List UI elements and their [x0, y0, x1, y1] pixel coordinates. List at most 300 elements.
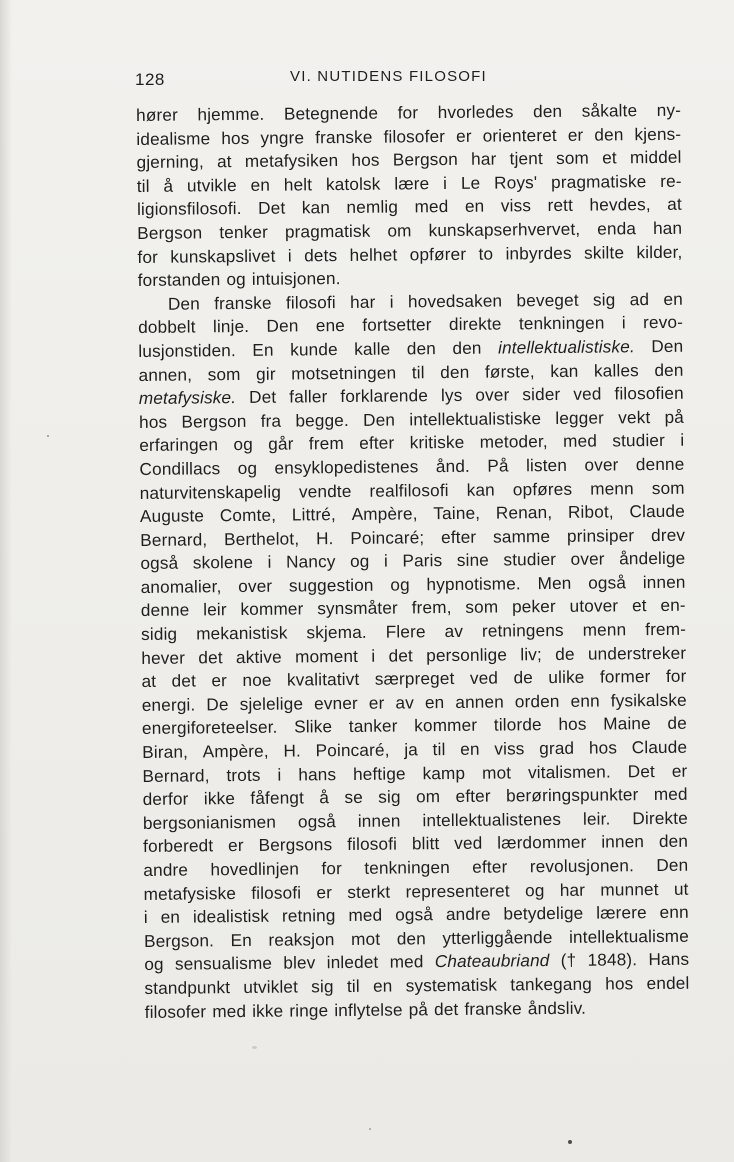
- word: leir: [203, 599, 227, 620]
- word: også: [140, 552, 179, 574]
- word: to: [478, 243, 494, 264]
- word: tjent: [509, 148, 543, 169]
- word: for: [137, 246, 159, 267]
- paper-speck: [568, 1140, 572, 1144]
- word: erfaringen: [139, 434, 219, 456]
- word: skilte: [583, 241, 625, 263]
- word: pragmatiske: [551, 170, 647, 192]
- word: innen: [357, 810, 401, 831]
- word: derfor: [142, 788, 189, 810]
- word: Ampère,: [202, 740, 269, 762]
- word: viss: [494, 738, 525, 759]
- word: sig: [378, 786, 401, 807]
- word: kilder,: [636, 241, 683, 262]
- word: intellektualistenes: [422, 808, 562, 831]
- word: annen,: [138, 364, 193, 385]
- word: sterkt: [347, 881, 391, 902]
- word: hos: [221, 127, 250, 148]
- word: fra: [260, 410, 282, 431]
- word: dets: [304, 244, 338, 265]
- word: i: [443, 172, 448, 193]
- word: filosofi: [251, 882, 302, 903]
- word: evner: [314, 692, 358, 714]
- word: også: [588, 572, 627, 593]
- word: filosofer: [144, 1000, 207, 1022]
- word: kvalitativt: [286, 669, 360, 690]
- word: på: [408, 998, 429, 1019]
- word: På: [487, 455, 509, 476]
- running-head: VI. NUTIDENS FILOSOFI: [290, 68, 487, 85]
- word: systematisk: [405, 974, 498, 996]
- word: metafysiske: [143, 882, 237, 904]
- word: Men: [537, 572, 572, 594]
- word: gjerning,: [136, 151, 204, 173]
- word: reaksjon: [268, 928, 335, 950]
- word: vendte: [298, 480, 352, 501]
- word: Auguste: [139, 505, 205, 527]
- word: og: [237, 457, 258, 478]
- word: ut: [673, 878, 689, 899]
- word: av: [395, 692, 415, 713]
- word: fåfengt: [250, 787, 305, 809]
- word: filosofer: [383, 125, 446, 147]
- word: hjemme.: [197, 103, 265, 125]
- word: også: [395, 904, 434, 925]
- word: også: [297, 810, 336, 832]
- word: hos: [138, 411, 168, 432]
- word: for: [397, 102, 419, 123]
- word: revo-: [643, 312, 684, 333]
- word: hvorledes: [437, 101, 514, 123]
- word: filosofien: [614, 382, 684, 404]
- word: Nancy: [285, 551, 336, 572]
- word: lusjonstiden.: [138, 339, 236, 361]
- word: Ribot,: [567, 501, 614, 522]
- word: forstanden: [137, 269, 221, 291]
- paper-speck: [252, 1046, 257, 1049]
- word: hovedlinjen: [210, 858, 300, 880]
- word: over: [584, 454, 619, 475]
- word: energi.: [141, 694, 196, 715]
- word: denne: [140, 599, 190, 621]
- word: faller: [289, 386, 328, 407]
- word: studier: [612, 430, 666, 451]
- paper-speck: [47, 435, 49, 437]
- word: sig: [592, 289, 616, 310]
- word: Hans: [648, 949, 690, 970]
- word: dobbelt: [138, 316, 196, 338]
- word: tenker: [219, 221, 269, 243]
- word: skolene: [192, 552, 254, 573]
- word: inbyrdes: [505, 242, 572, 264]
- word: det: [198, 646, 223, 668]
- word: listen: [525, 454, 568, 476]
- word: Ampère,: [351, 503, 418, 525]
- word: En: [252, 339, 274, 360]
- page-number: 128: [135, 70, 165, 89]
- word: har: [559, 879, 586, 900]
- word: frem: [308, 433, 344, 454]
- word: hypnotisme.: [426, 573, 521, 595]
- word: såkalte: [581, 100, 638, 121]
- word: Claude: [631, 736, 688, 758]
- word: utvikle: [186, 174, 237, 196]
- word: forklarende: [340, 385, 429, 407]
- word: det: [433, 998, 459, 1019]
- word: tenkningen: [364, 857, 450, 878]
- word: med: [348, 904, 383, 926]
- word: å: [319, 787, 330, 808]
- word: lys: [440, 385, 463, 406]
- word: hans: [298, 763, 337, 785]
- word: innen: [642, 571, 686, 593]
- word: er: [316, 881, 333, 902]
- word: (†: [560, 950, 577, 971]
- word: et: [602, 147, 617, 168]
- word: Slike: [294, 716, 333, 737]
- word: synsmåter: [317, 597, 398, 619]
- word: viss: [500, 195, 532, 216]
- word: ligionsfilosofi.: [136, 198, 242, 220]
- word: fortsetter: [362, 314, 432, 336]
- word: den: [406, 338, 437, 359]
- word: i: [680, 430, 685, 451]
- word: kritiske: [409, 432, 465, 453]
- word: åndsliv.: [527, 997, 587, 1018]
- word: annen: [455, 691, 504, 712]
- word: har: [470, 148, 497, 169]
- word: i: [143, 907, 148, 928]
- word: peker: [511, 596, 556, 617]
- word: revolusjonen.: [529, 855, 635, 877]
- word: er: [228, 835, 244, 856]
- word: intellektualisme: [568, 925, 690, 947]
- word: ånd.: [435, 455, 471, 477]
- word: kan: [301, 197, 331, 218]
- word: trots: [226, 764, 261, 785]
- word: leir.: [582, 808, 611, 829]
- word: som: [651, 477, 685, 498]
- word: innen: [601, 831, 645, 852]
- word: Bergson.: [143, 930, 215, 951]
- word: kalles: [593, 359, 639, 381]
- word: den: [532, 100, 563, 122]
- word: ulike: [548, 666, 585, 688]
- word: med: [212, 1000, 247, 1021]
- word: Littré,: [291, 504, 336, 525]
- word: efter: [472, 856, 508, 877]
- word: har: [350, 291, 376, 312]
- word: menn: [590, 477, 634, 499]
- word: liv;: [520, 643, 543, 664]
- word: sjelelige: [239, 693, 304, 714]
- word: den: [594, 123, 624, 145]
- word: yngre: [260, 126, 305, 148]
- word: Biran,: [142, 741, 189, 763]
- word: en: [424, 691, 445, 713]
- word: og: [390, 574, 410, 595]
- word: andre: [445, 903, 491, 925]
- word: på: [664, 406, 685, 427]
- word: Det: [249, 386, 277, 408]
- word: direkte: [448, 313, 502, 335]
- word: at: [141, 671, 157, 692]
- word: moment: [294, 645, 359, 667]
- word: mot: [351, 928, 381, 949]
- word: for: [321, 858, 343, 879]
- word: lærdommer: [497, 832, 587, 853]
- word: er: [211, 670, 228, 691]
- word: menn: [582, 619, 627, 640]
- word: Maine: [603, 713, 651, 734]
- word: begge.: [295, 409, 349, 431]
- word: filosofi: [347, 833, 398, 855]
- word: En: [230, 929, 252, 950]
- word: enn: [570, 690, 600, 711]
- word: Bergson: [181, 410, 247, 432]
- word: suggestion: [288, 574, 374, 596]
- word: kommer: [414, 715, 478, 736]
- word: mot: [481, 762, 512, 783]
- word: beveget: [516, 289, 579, 311]
- word: naturvitenskapelig: [139, 481, 282, 503]
- word: Taine,: [433, 502, 481, 524]
- word: sidig: [140, 623, 178, 645]
- word: han: [652, 217, 683, 239]
- word: vitalismen.: [527, 761, 611, 782]
- word: hos: [588, 737, 618, 758]
- body-text: [136, 99, 690, 1024]
- word: samme: [492, 525, 551, 547]
- word: opfører: [409, 243, 467, 264]
- word: frem,: [411, 597, 452, 618]
- word: middel: [629, 146, 682, 168]
- word: 1848).: [587, 949, 638, 971]
- word: i: [267, 552, 272, 573]
- word: fysikalske: [610, 689, 687, 711]
- word: ikke: [203, 788, 236, 809]
- word: orden: [514, 690, 560, 712]
- word: kan: [466, 479, 495, 500]
- word: sensualisme: [174, 953, 273, 975]
- word: over: [475, 384, 510, 405]
- word: ved: [454, 833, 483, 854]
- word: Den: [266, 315, 299, 337]
- word: de: [555, 643, 575, 664]
- word: er: [368, 692, 385, 713]
- word: denne: [635, 453, 685, 475]
- word: intellektualistiske.: [497, 336, 635, 358]
- word: inledet: [326, 952, 379, 973]
- word: aktive: [235, 646, 282, 667]
- word: kan: [550, 360, 579, 381]
- word: linje.: [212, 316, 250, 337]
- word: en: [250, 174, 271, 195]
- word: den: [658, 831, 689, 852]
- word: det: [388, 645, 414, 666]
- word: første,: [484, 360, 535, 382]
- word: efter: [359, 432, 395, 454]
- word: pragmatisk: [284, 220, 371, 242]
- word: realfilosofi: [369, 479, 449, 501]
- word: Den: [167, 293, 200, 314]
- word: Flere: [385, 621, 426, 642]
- word: Poincaré;: [350, 526, 425, 548]
- word: ved: [573, 383, 602, 404]
- word: kjens-: [634, 123, 682, 144]
- word: kommer: [240, 598, 304, 620]
- word: og: [349, 551, 370, 572]
- word: kamp: [422, 762, 466, 783]
- word: Direkte: [632, 807, 688, 829]
- word: tenkningen: [518, 312, 605, 334]
- paper-speck: [369, 1128, 371, 1130]
- word: forberedt: [143, 835, 214, 857]
- word: de: [667, 713, 687, 734]
- word: hever: [141, 647, 186, 668]
- word: intuisjonen.: [251, 268, 341, 290]
- word: Chateaubriand: [434, 950, 550, 972]
- word: idealisme: [136, 127, 211, 149]
- word: retning: [281, 905, 336, 926]
- word: standpunkt: [144, 977, 231, 998]
- word: drev: [650, 524, 686, 545]
- word: studier: [503, 549, 557, 570]
- word: metafysiken: [244, 150, 339, 172]
- word: og: [226, 269, 246, 290]
- word: og: [233, 434, 254, 455]
- word: særpreget: [374, 668, 455, 689]
- word: efter: [440, 526, 477, 547]
- word: ringe: [289, 999, 329, 1021]
- word: kunskapserhvervet,: [428, 218, 581, 241]
- word: i: [287, 245, 292, 266]
- word: sine: [456, 549, 490, 571]
- word: efter: [455, 785, 491, 807]
- word: personlige: [426, 644, 508, 665]
- word: ikke: [252, 1000, 284, 1021]
- word: Det: [627, 760, 656, 781]
- word: franske: [464, 997, 522, 1019]
- word: for: [665, 665, 687, 687]
- word: hos: [351, 149, 380, 171]
- word: er: [567, 124, 584, 145]
- word: med: [389, 951, 424, 972]
- word: kunskapslivet: [170, 245, 276, 267]
- word: og: [524, 879, 545, 900]
- word: utviklet: [243, 976, 299, 997]
- word: Bergson: [392, 149, 458, 170]
- word: metoder,: [479, 431, 548, 453]
- word: H.: [315, 527, 334, 548]
- word: sider: [522, 384, 561, 405]
- word: Bergson: [137, 222, 203, 243]
- word: å: [163, 175, 174, 196]
- word: andre: [143, 859, 189, 880]
- word: med: [653, 783, 688, 805]
- word: hos: [558, 714, 587, 735]
- word: anomalier,: [140, 576, 222, 597]
- word: Det: [258, 197, 286, 219]
- word: lære: [394, 172, 430, 194]
- word: se: [344, 787, 363, 808]
- word: en: [663, 288, 683, 309]
- word: ved: [469, 667, 499, 689]
- word: idealistisk: [192, 905, 270, 927]
- word: ny-: [656, 99, 682, 121]
- word: former: [599, 666, 651, 687]
- word: at: [216, 151, 232, 172]
- word: kunde: [290, 339, 338, 360]
- word: rett: [547, 195, 574, 216]
- word: Paris: [402, 550, 443, 571]
- word: Den: [651, 335, 684, 357]
- word: Roys': [494, 171, 538, 193]
- word: mekanistisk: [196, 622, 288, 644]
- word: den: [440, 361, 470, 382]
- word: grad: [539, 737, 575, 759]
- word: ensyklopedistenes: [274, 456, 419, 478]
- page-gutter-shadow: [0, 0, 12, 1162]
- word: en: [460, 738, 480, 759]
- word: noe: [242, 669, 272, 691]
- word: Berthelot,: [224, 528, 300, 549]
- word: hevdes,: [589, 194, 651, 216]
- word: tanker: [348, 715, 398, 737]
- word: nemlig: [346, 196, 399, 218]
- word: endel: [646, 972, 690, 994]
- word: prinsiper: [566, 524, 635, 546]
- word: betydelige: [503, 902, 584, 924]
- word: helt: [283, 174, 313, 195]
- word: retningens: [481, 619, 564, 641]
- word: den: [396, 928, 426, 949]
- word: munnet: [600, 878, 659, 900]
- word: med: [414, 196, 449, 217]
- word: og: [144, 954, 164, 975]
- word: som: [207, 363, 241, 384]
- word: Bernard,: [142, 764, 210, 786]
- word: kalle: [354, 338, 391, 359]
- word: skjema.: [306, 621, 367, 643]
- word: berøringspunkter: [505, 784, 639, 806]
- word: ja: [404, 739, 419, 760]
- word: Bergsons: [258, 834, 333, 856]
- word: vekt: [618, 406, 651, 428]
- word: til: [432, 739, 446, 760]
- word: Poincaré,: [315, 739, 390, 761]
- word: opføres: [512, 478, 573, 499]
- word: lærere: [596, 902, 647, 923]
- text-line: [145, 995, 690, 1024]
- word: intellektualistiske: [409, 407, 542, 430]
- word: over: [570, 548, 605, 570]
- word: metafysiske.: [138, 387, 237, 409]
- word: Claude: [629, 500, 685, 522]
- word: er: [671, 760, 688, 781]
- word: med: [562, 430, 598, 452]
- word: Le: [460, 172, 481, 193]
- word: i: [383, 550, 388, 571]
- word: ad: [629, 288, 650, 310]
- word: Comte,: [219, 504, 277, 526]
- word: over: [238, 575, 273, 596]
- word: blitt: [411, 833, 440, 854]
- word: hos: [605, 973, 634, 994]
- word: til: [346, 975, 360, 996]
- word: enn: [659, 901, 689, 923]
- word: Condillacs: [139, 458, 221, 479]
